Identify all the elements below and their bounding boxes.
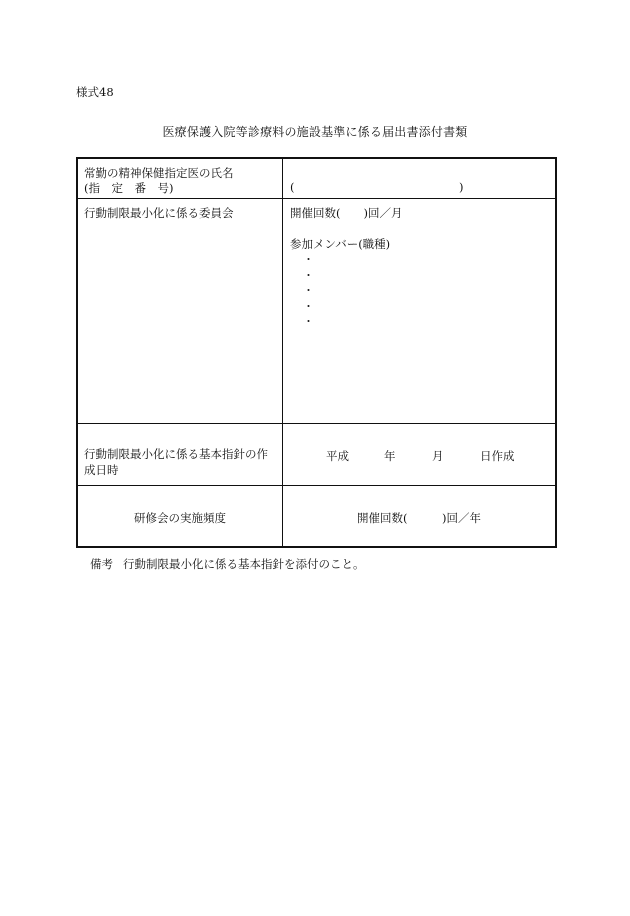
committee-members-label: 参加メンバー(職種) [290,237,391,251]
member-bullet: ・ [303,268,314,282]
member-bullet: ・ [303,299,314,313]
row-training-frequency [78,486,555,548]
label-designation-number: (指 定 番 号) [84,181,174,195]
date-year: 年 [384,449,396,463]
form-number: 様式48 [76,85,114,99]
member-bullet: ・ [303,315,314,328]
label-committee: 行動制限最小化に係る委員会 [84,206,234,220]
close-parenthesis: ) [459,180,464,194]
committee-meeting-frequency: 開催回数( )回／月 [290,206,403,220]
remarks-text: 行動制限最小化に係る基本指針を添付のこと。 [123,557,365,571]
label-cell-physician [78,159,283,198]
date-month: 月 [432,449,444,463]
label-cell-policy-date [78,424,283,485]
open-parenthesis: ( [290,180,295,194]
value-cell-training[interactable] [283,486,555,548]
remarks-label: 備考 [90,557,113,571]
application-form-table [76,157,557,548]
value-cell-physician[interactable] [283,159,555,198]
row-committee [78,199,555,424]
value-cell-policy-date[interactable] [283,424,555,485]
label-cell-committee [78,199,283,423]
row-basic-policy-date [78,424,555,486]
label-cell-training [78,486,283,548]
training-meeting-frequency: 開催回数( )回／年 [357,511,481,525]
member-bullet: ・ [303,253,314,266]
member-bullet: ・ [303,284,314,297]
label-physician-name: 常勤の精神保健指定医の氏名 [84,166,234,180]
date-era: 平成 [326,449,349,463]
label-training-frequency: 研修会の実施頻度 [134,511,226,525]
label-policy-date-line1: 行動制限最小化に係る基本指針の作 [84,447,268,461]
form-title: 医療保護入院等診療料の施設基準に係る届出書添付書類 [162,125,468,139]
row-designated-physician [78,159,555,199]
member-bullet-list [303,252,314,330]
remarks [90,556,365,572]
date-day-created: 日作成 [480,449,515,463]
value-cell-committee[interactable] [283,199,555,423]
label-policy-date-line2: 成日時 [84,463,119,477]
